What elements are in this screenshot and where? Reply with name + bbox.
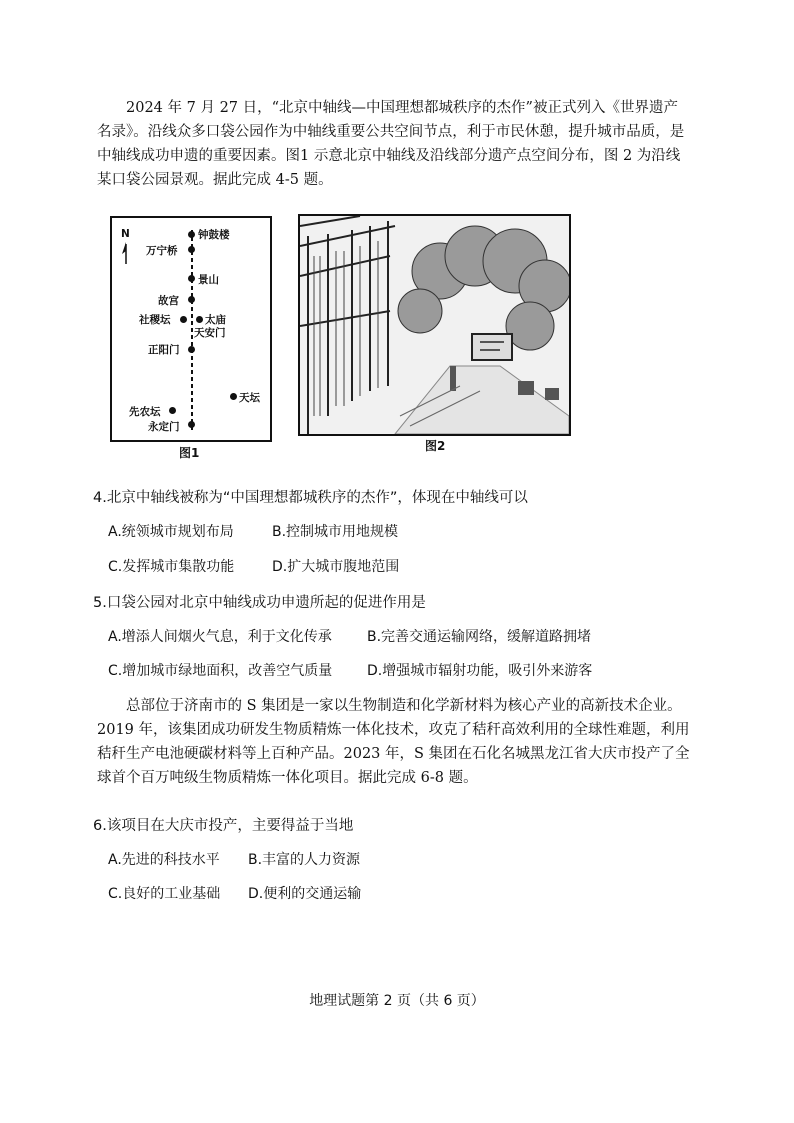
site-shejitan: 社稷坛 [139, 314, 171, 326]
question-6-stem: 6.该项目在大庆市投产，主要得益于当地 [93, 818, 354, 834]
intro-line: 2024 年 7 月 27 日，“北京中轴线—中国理想都城秩序的杰作”被正式列入《世界遗产 [126, 100, 678, 116]
intro-line: 总部位于济南市的 S 集团是一家以生物制造和化学新材料为核心产业的高新技术企业。 [126, 698, 682, 714]
question-4-option-c[interactable]: C.发挥城市集散功能 [108, 559, 235, 575]
site-dot [230, 393, 237, 400]
pocket-park-photo [298, 214, 571, 436]
park-scene-illustration [300, 216, 569, 434]
intro-passage-1 [97, 96, 697, 192]
site-yongdingmen: 永定门 [148, 421, 180, 433]
intro-line: 2019 年，该集团成功研发生物质精炼一体化技术，攻克了秸秆高效利用的全球性难题，利用 [97, 722, 690, 738]
intro-passage-2 [97, 694, 697, 790]
site-dot [188, 275, 195, 282]
site-dot [188, 346, 195, 353]
site-dot [188, 421, 195, 428]
north-label: N [121, 228, 130, 240]
site-wanningqiao: 万宁桥 [146, 245, 178, 257]
site-dot [188, 231, 195, 238]
question-5-stem: 5.口袋公园对北京中轴线成功申遗所起的促进作用是 [93, 595, 426, 611]
site-zhonggulou: 钟鼓楼 [198, 229, 230, 241]
question-5-option-b[interactable]: B.完善交通运输网络，缓解道路拥堵 [367, 629, 592, 645]
site-taimiao: 太庙 [205, 314, 226, 326]
question-5-option-d[interactable]: D.增强城市辐射功能，吸引外来游客 [367, 663, 593, 679]
site-tiananmen: 天安门 [194, 327, 226, 339]
figure1-caption: 图1 [179, 446, 200, 460]
question-5-option-c[interactable]: C.增加城市绿地面积，改善空气质量 [108, 663, 333, 679]
question-4-option-d[interactable]: D.扩大城市腹地范围 [272, 559, 400, 575]
intro-line: 球首个百万吨级生物质精炼一体化项目。据此完成 6-8 题。 [97, 770, 478, 786]
intro-line: 中轴线成功申遗的重要因素。图1 示意北京中轴线及沿线部分遗产点空间分布，图 2 为沿线 [97, 148, 681, 164]
question-4-option-b[interactable]: B.控制城市用地规模 [272, 524, 399, 540]
page-footer: 地理试题第 2 页（共 6 页） [309, 993, 485, 1009]
site-dot [196, 316, 203, 323]
question-4-stem: 4.北京中轴线被称为“中国理想都城秩序的杰作”，体现在中轴线可以 [93, 490, 528, 506]
question-6-option-c[interactable]: C.良好的工业基础 [108, 886, 221, 902]
site-jingshan: 景山 [198, 274, 219, 286]
north-arrow-icon [122, 242, 126, 264]
site-dot [188, 246, 195, 253]
question-6-option-a[interactable]: A.先进的科技水平 [108, 852, 220, 868]
site-dot [180, 316, 187, 323]
question-5-option-a[interactable]: A.增添人间烟火气息，利于文化传承 [108, 629, 332, 645]
site-dot [169, 407, 176, 414]
site-zhengyangmen: 正阳门 [148, 344, 180, 356]
intro-line: 秸秆生产电池硬碳材料等上百种产品。2023 年，S 集团在石化名城黑龙江省大庆市投产了全 [97, 746, 690, 762]
intro-line: 某口袋公园景观。据此完成 4-5 题。 [97, 172, 333, 188]
question-6-option-b[interactable]: B.丰富的人力资源 [248, 852, 361, 868]
site-xiannongtan: 先农坛 [129, 406, 161, 418]
intro-line: 名录》。沿线众多口袋公园作为中轴线重要公共空间节点，利于市民休憩，提升城市品质，是 [97, 124, 685, 140]
site-dot [188, 296, 195, 303]
axis-map-figure [110, 216, 272, 442]
figure2-caption: 图2 [425, 439, 446, 453]
site-tiantan: 天坛 [239, 392, 260, 404]
question-4-option-a[interactable]: A.统领城市规划布局 [108, 524, 234, 540]
question-6-option-d[interactable]: D.便利的交通运输 [248, 886, 362, 902]
site-gugong: 故宫 [158, 295, 179, 307]
